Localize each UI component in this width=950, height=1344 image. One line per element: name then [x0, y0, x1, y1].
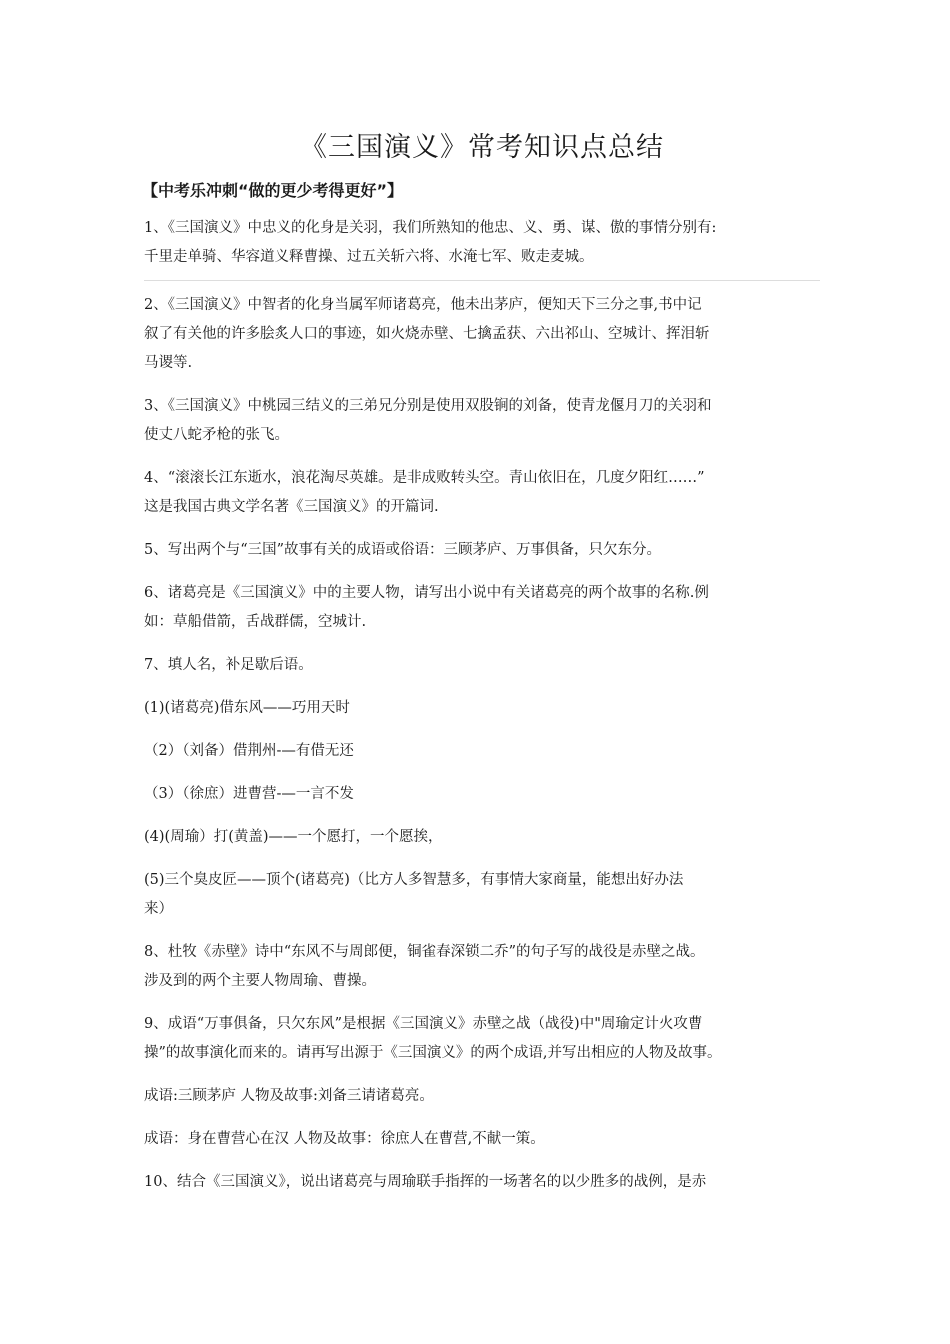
text-line: 马谡等. — [144, 355, 193, 371]
text-line: 6、诸葛亮是《三国演义》中的主要人物，请写出小说中有关诸葛亮的两个故事的名称.例 — [144, 585, 709, 601]
list-item — [144, 866, 820, 924]
text-line: 如：草船借箭，舌战群儒，空城计. — [144, 614, 367, 630]
text-line: 千里走单骑、华容道义释曹操、过五关斩六将、水淹七军、败走麦城。 — [144, 249, 594, 265]
list-item — [144, 214, 820, 272]
text-line: （2）（刘备）借荆州-—有借无还 — [144, 743, 354, 759]
text-line: (5)三个臭皮匠——顶个(诸葛亮)（比方人多智慧多，有事情大家商量，能想出好办法 — [144, 872, 684, 888]
document-title: 《三国演义》常考知识点总结 — [300, 132, 664, 163]
text-line: 4、“滚滚长江东逝水，浪花淘尽英雄。是非成败转头空。青山依旧在，几度夕阳红……” — [144, 470, 705, 486]
text-line: 这是我国古典文学名著《三国演义》的开篇词. — [144, 499, 439, 515]
text-line: 5、写出两个与“三国”故事有关的成语或俗语：三顾茅庐、万事俱备，只欠东分。 — [144, 542, 662, 558]
document-page — [144, 128, 820, 1211]
item-list — [144, 214, 820, 1197]
text-line: 8、杜牧《赤壁》诗中“东风不与周郎便，铜雀春深锁二乔”的句子写的战役是赤壁之战。 — [144, 944, 705, 960]
list-item — [144, 1168, 820, 1197]
document-subtitle: 【中考乐冲刺“做的更少考得更好”】 — [142, 181, 404, 200]
text-line: 10、结合《三国演义》，说出诸葛亮与周瑜联手指挥的一场著名的以少胜多的战例，是赤 — [144, 1174, 707, 1190]
text-line: 3、《三国演义》中桃园三结义的三弟兄分别是使用双股锏的刘备，使青龙偃月刀的关羽和 — [144, 398, 712, 414]
text-line: (1)(诸葛亮)借东风——巧用天时 — [144, 700, 350, 716]
text-line: 来） — [144, 901, 173, 917]
list-item — [144, 737, 820, 766]
text-line: 涉及到的两个主要人物周瑜、曹操。 — [144, 973, 376, 989]
text-line: 7、填人名，补足歇后语。 — [144, 657, 313, 673]
text-line: 使丈八蛇矛枪的张飞。 — [144, 427, 289, 443]
list-item — [144, 1010, 820, 1068]
list-item — [144, 694, 820, 723]
text-line: （3）（徐庶）进曹营-—一言不发 — [144, 786, 354, 802]
list-item — [144, 291, 820, 378]
list-item — [144, 1082, 820, 1111]
text-line: 成语：身在曹营心在汉 人物及故事：徐庶人在曹营,不献一策。 — [144, 1131, 545, 1147]
list-item — [144, 1125, 820, 1154]
text-line: 9、成语“万事俱备，只欠东风”是根据《三国演义》赤壁之战（战役)中"周瑜定计火攻曹 — [144, 1016, 703, 1032]
text-line: 1、《三国演义》中忠义的化身是关羽，我们所熟知的他忠、义、勇、谋、傲的事情分别有: — [144, 220, 717, 236]
text-line: 成语:三顾茅庐 人物及故事:刘备三请诸葛亮。 — [144, 1088, 434, 1104]
list-item — [144, 392, 820, 450]
text-line: 操”的故事演化而来的。请再写出源于《三国演义》的两个成语,并写出相应的人物及故事。 — [144, 1045, 722, 1061]
list-item — [144, 651, 820, 680]
text-line: (4)(周瑜）打(黄盖)——一个愿打，一个愿挨， — [144, 829, 443, 845]
list-item — [144, 579, 820, 637]
divider — [144, 280, 820, 281]
list-item — [144, 464, 820, 522]
text-line: 叙了有关他的许多脍炙人口的事迹，如火烧赤壁、七擒孟获、六出祁山、空城计、挥泪斩 — [144, 326, 710, 342]
list-item — [144, 823, 820, 852]
list-item — [144, 536, 820, 565]
list-item — [144, 780, 820, 809]
list-item — [144, 938, 820, 996]
text-line: 2、《三国演义》中智者的化身当属军师诸葛亮，他未出茅庐，便知天下三分之事,书中记 — [144, 297, 702, 313]
